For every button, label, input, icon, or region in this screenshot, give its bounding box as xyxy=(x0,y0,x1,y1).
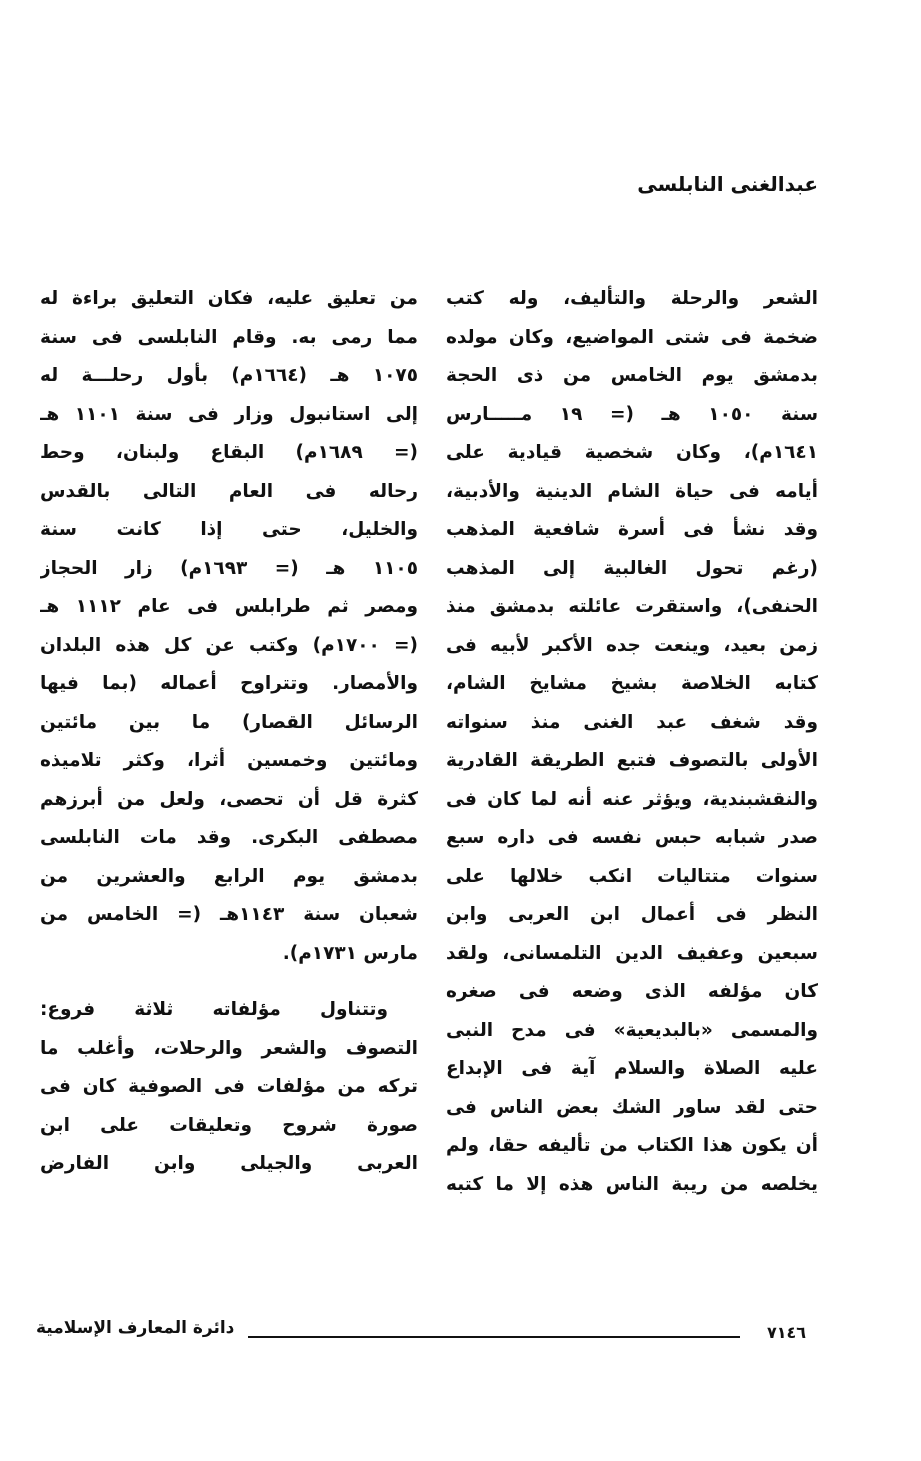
text-line: ومائتين وخمسين أثرا، وكثر تلاميذه xyxy=(40,750,418,771)
text-line: صورة شروح وتعليقات على ابن xyxy=(40,1114,418,1136)
text-line: ١٦٤١م)، وكان شخصية قيادية على xyxy=(446,442,818,463)
text-line: ومصر ثم طرابلس فى عام ١١١٢ هـ xyxy=(40,596,418,617)
running-header: عبدالغنى النابلسى xyxy=(637,172,818,196)
text-line: شعبان سنة ١١٤٣هـ (= الخامس من xyxy=(40,904,418,925)
left-column xyxy=(40,280,418,1184)
page-number: ٧١٤٦ xyxy=(766,1323,806,1342)
text-line: كان مؤلفه الذى وضعه فى صغره xyxy=(446,981,818,1002)
text-line: الأولى بالتصوف فتبع الطريقة القادرية xyxy=(446,750,818,771)
text-line: وتتناول مؤلفاته ثلاثة فروع: xyxy=(40,999,388,1020)
text-line: وقد شغف عبد الغنى منذ سنواته xyxy=(446,711,818,733)
text-line: كثرة قل أن تحصى، ولعل من أبرزهم xyxy=(40,788,418,810)
text-line: إلى استانبول وزار فى سنة ١١٠١ هـ xyxy=(40,403,418,425)
text-line: بدمشق يوم الرابع والعشرين من xyxy=(40,865,418,887)
text-line: أيامه فى حياة الشام الدينية والأدبية، xyxy=(446,480,818,502)
text-line: الشعر والرحلة والتأليف، وله كتب xyxy=(446,288,818,309)
text-line: ضخمة فى شتى المواضيع، وكان مولده xyxy=(446,326,818,348)
footer-rule xyxy=(248,1336,740,1338)
text-line: سبعين وعفيف الدين التلمسانى، ولقد xyxy=(446,942,818,964)
text-line: عليه الصلاة والسلام آية فى الإبداع xyxy=(446,1058,818,1079)
text-line: أن يكون هذا الكتاب من تأليفه حقا، ولم xyxy=(446,1135,818,1156)
text-line: الحنفى)، واستقرت عائلته بدمشق منذ xyxy=(446,596,818,617)
text-line: مارس ١٧٣١م). xyxy=(282,942,418,964)
text-line: التصوف والشعر والرحلات، وأغلب ما xyxy=(40,1037,418,1059)
text-line: (= ١٧٠٠م) وكتب عن كل هذه البلدان xyxy=(40,634,418,656)
text-line: مما رمى به. وقام النابلسى فى سنة xyxy=(40,326,418,348)
text-line: من تعليق عليه، فكان التعليق براءة له xyxy=(40,288,418,309)
text-line: والنقشبندية، ويؤثر عنه أنه لما كان فى xyxy=(446,788,818,810)
text-line: (رغم تحول الغالبية إلى المذهب xyxy=(446,557,818,579)
paragraph-1 xyxy=(40,280,418,973)
text-line: سنوات متتاليات انكب خلالها على xyxy=(446,865,818,887)
text-line: صدر شبابه حبس نفسه فى داره سبع xyxy=(446,827,818,848)
text-line: والأمصار. وتتراوح أعماله (بما فيها xyxy=(40,673,418,694)
text-line: كتابه الخلاصة بشيخ مشايخ الشام، xyxy=(446,673,818,694)
text-line: النظر فى أعمال ابن العربى وابن xyxy=(446,904,818,925)
text-line: مصطفى البكرى. وقد مات النابلسى xyxy=(40,827,418,848)
text-line: ١١٠٥ هـ (= ١٦٩٣م) زار الحجاز xyxy=(40,557,418,579)
text-line: والخليل، حتى إذا كانت سنة xyxy=(40,519,418,540)
text-line: بدمشق يوم الخامس من ذى الحجة xyxy=(446,365,818,386)
text-line: زمن بعيد، وينعت جده الأكبر لأبيه فى xyxy=(446,634,818,656)
text-line: رحاله فى العام التالى بالقدس xyxy=(40,480,418,502)
text-line: والمسمى «بالبديعية» فى مدح النبى xyxy=(446,1019,818,1041)
text-line: (= ١٦٨٩م) البقاع ولبنان، وحط xyxy=(40,442,418,463)
text-line: الرسائل القصار) ما بين مائتين xyxy=(40,711,418,733)
text-line: ١٠٧٥ هـ (١٦٦٤م) بأول رحلـــة له xyxy=(40,365,418,386)
text-line: العربى والجيلى وابن الفارض xyxy=(40,1153,418,1174)
text-line: سنة ١٠٥٠ هـ (= ١٩ مـــــارس xyxy=(446,403,818,425)
publication-title: دائرة المعارف الإسلامية xyxy=(36,1318,235,1338)
text-line: تركه من مؤلفات فى الصوفية كان فى xyxy=(40,1076,418,1097)
right-column xyxy=(446,280,818,1204)
text-line: يخلصه من ريبة الناس هذه إلا ما كتبه xyxy=(446,1173,818,1195)
text-line: حتى لقد ساور الشك بعض الناس فى xyxy=(446,1096,818,1118)
paragraph-2 xyxy=(40,991,418,1184)
text-line: وقد نشأ فى أسرة شافعية المذهب xyxy=(446,519,818,540)
